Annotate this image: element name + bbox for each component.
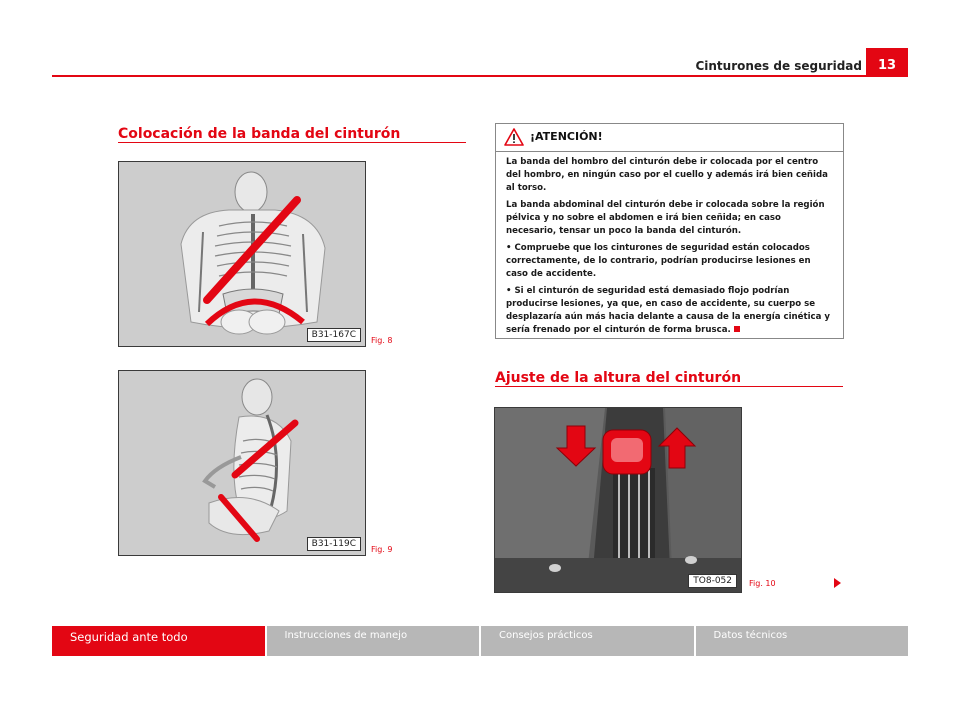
warning-paragraph: • Compruebe que los cinturones de seguridad están colocados correctamente, de lo contrario, podrían producirse lesiones en caso de accidente.	[506, 243, 811, 279]
figure-code: B31-119C	[307, 537, 361, 551]
tab-instrucciones-de-manejo[interactable]: Instrucciones de manejo	[267, 626, 480, 656]
figure-caption: Fig. 10	[749, 579, 776, 588]
warning-triangle-icon	[504, 128, 524, 146]
running-header-title: Cinturones de seguridad	[695, 59, 862, 73]
seated-skeleton-side-illustration	[119, 371, 365, 555]
tab-seguridad-ante-todo[interactable]: Seguridad ante todo	[52, 626, 265, 656]
continue-arrow-icon	[834, 578, 841, 588]
figure-caption: Fig. 8	[371, 336, 393, 345]
belt-height-adjuster-photo	[495, 408, 741, 592]
warning-body	[496, 152, 843, 337]
figure-caption: Fig. 9	[371, 545, 393, 554]
tab-consejos-practicos[interactable]: Consejos prácticos	[481, 626, 694, 656]
figure-9-belt-side	[118, 370, 366, 556]
figure-code: B31-167C	[307, 328, 361, 342]
warning-header	[496, 124, 843, 152]
footer-section-tabs	[52, 626, 908, 656]
warning-paragraph-text: • Si el cinturón de seguridad está demasiado flojo podrían producirse lesiones, ya que, en caso de accidente, su cuerpo se desplazaría aún más hacia delante a causa de la energía cinética y sería frenado por el cinturón de forma brusca.	[506, 286, 831, 335]
page-number: 13	[866, 48, 908, 77]
warning-paragraph-last	[506, 285, 833, 337]
section-title-belt-position: Colocación de la banda del cinturón	[118, 126, 401, 142]
tab-datos-tecnicos[interactable]: Datos técnicos	[696, 626, 909, 656]
end-of-section-mark	[734, 326, 740, 332]
section-title-belt-height: Ajuste de la altura del cinturón	[495, 370, 742, 386]
seated-skeleton-front-illustration	[119, 162, 365, 346]
figure-10-belt-height-adjuster	[494, 407, 742, 593]
section-rule-left	[118, 142, 466, 143]
warning-paragraph: La banda del hombro del cinturón debe ir colocada por el centro del hombro, en ningún caso por el cuello y además irá bien ceñida al torso.	[506, 157, 828, 193]
warning-box	[495, 123, 844, 339]
figure-8-belt-front	[118, 161, 366, 347]
warning-paragraph: La banda abdominal del cinturón debe ir colocada sobre la región pélvica y no sobre el abdomen e irá bien ceñida; en caso necesario, tensar un poco la banda del cinturón.	[506, 200, 825, 236]
figure-code: TO8-052	[688, 574, 737, 588]
section-rule-right	[495, 386, 843, 387]
warning-title: ¡ATENCIÓN!	[530, 130, 603, 143]
header-rule	[52, 75, 908, 77]
